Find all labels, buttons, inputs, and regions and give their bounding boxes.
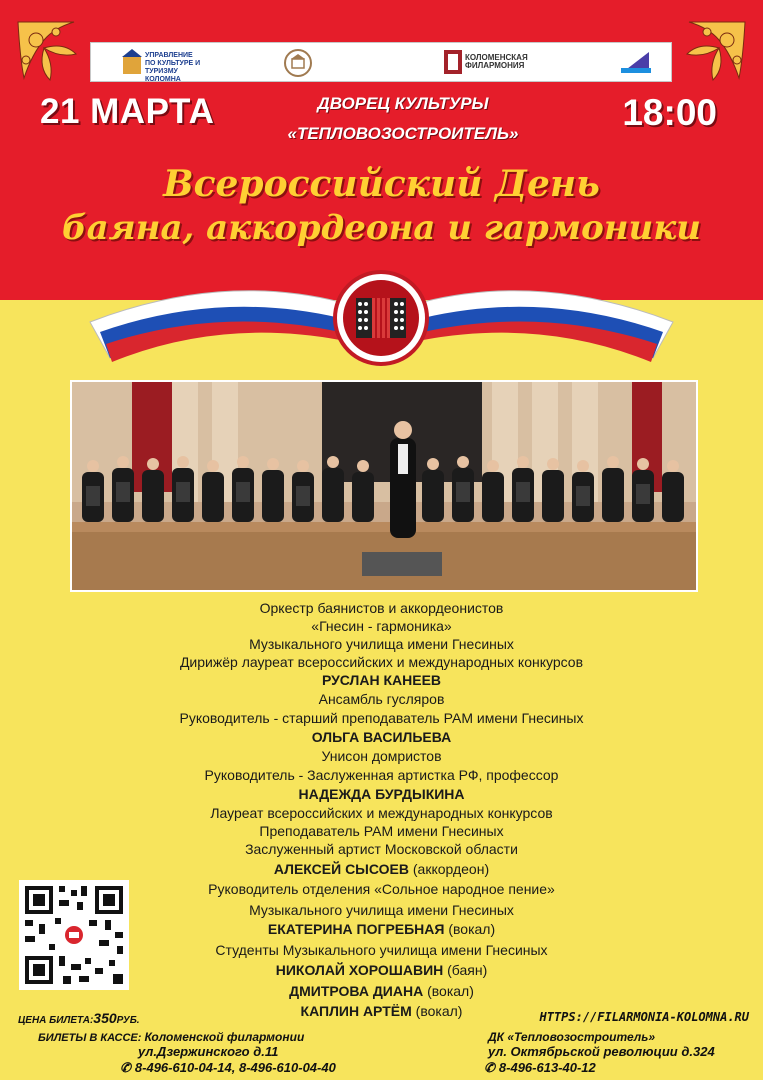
- program-line: Преподаватель РАМ имени Гнесиных: [259, 823, 504, 839]
- venue-line-1: ДВОРЕЦ КУЛЬТУРЫ: [317, 94, 489, 113]
- logo-bar: [90, 42, 672, 82]
- program-line: Музыкального училища имени Гнесиных: [249, 636, 514, 652]
- culture-logo-text: УПРАВЛЕНИЕ ПО КУЛЬТУРЕ И ТУРИЗМУ КОЛОМНА: [145, 52, 201, 83]
- phone-icon: ✆: [120, 1060, 131, 1075]
- program-line: Руководитель - старший преподаватель РАМ имени Гнесиных: [179, 710, 584, 726]
- dk-name: ДК «Тепловозостроитель»: [488, 1030, 656, 1044]
- ticket-price: ЦЕНА БИЛЕТА:350РУБ.: [18, 1010, 140, 1026]
- partner-icon: [619, 48, 655, 76]
- dk-address: ул. Октябрьской революции д.324: [488, 1044, 715, 1059]
- program-line: Руководитель отделения «Сольное народное пение»: [208, 881, 555, 897]
- culture-department-logo: [121, 48, 201, 83]
- emblem-logo: [283, 48, 313, 78]
- qr-code-icon[interactable]: [19, 880, 129, 990]
- dk-phone[interactable]: ✆ 8-496-613-40-12: [484, 1060, 596, 1075]
- performer-name: ДМИТРОВА ДИАНА (вокал): [289, 983, 474, 999]
- event-time: 18:00: [622, 92, 717, 133]
- performer-name: ЕКАТЕРИНА ПОГРЕБНАЯ (вокал): [267, 921, 496, 937]
- program-line: Музыкального училища имени Гнесиных: [249, 902, 514, 918]
- event-date: 21 МАРТА: [40, 92, 215, 131]
- program-line: Студенты Музыкального училища имени Гнесиных: [215, 942, 548, 958]
- emblem-icon: [283, 48, 313, 78]
- program-line: «Гнесин - гармоника»: [311, 618, 452, 634]
- performer-name: ОЛЬГА ВАСИЛЬЕВА: [311, 729, 452, 745]
- performer-name: АЛЕКСЕЙ СЫСОЕВ (аккордеон): [273, 861, 490, 877]
- website-link[interactable]: HTTPS://FILARMONIA-KOLOMNA.RU: [539, 1010, 749, 1024]
- accordion-icon: [335, 272, 427, 364]
- philharmonia-phones[interactable]: ✆ 8-496-610-04-14, 8-496-610-04-40: [120, 1060, 336, 1075]
- tricolor-ribbon: [0, 262, 763, 382]
- venue-line-2: «ТЕПЛОВОЗОСТРОИТЕЛЬ»: [287, 124, 519, 143]
- event-title-line-1: Всероссийский День: [163, 163, 600, 205]
- program-line: Заслуженный артист Московской области: [245, 841, 518, 857]
- program-line: Дирижёр лауреат всероссийских и международных конкурсов: [179, 654, 584, 670]
- performer-name: РУСЛАН КАНЕЕВ: [321, 672, 442, 688]
- philharmonia-logo-text: КОЛОМЕНСКАЯ ФИЛАРМОНИЯ: [465, 53, 528, 70]
- tickets-info: БИЛЕТЫ В КАССЕ: Коломенской филармонии: [38, 1030, 305, 1044]
- performer-name: НАДЕЖДА БУРДЫКИНА: [298, 786, 465, 802]
- program-line: Руководитель - Заслуженная артистка РФ, профессор: [204, 767, 559, 783]
- orchestra-photo-image: [72, 382, 696, 590]
- building-icon: [121, 48, 143, 76]
- program-line: Унисон домристов: [321, 748, 442, 764]
- program-line: Оркестр баянистов и аккордеонистов: [259, 600, 504, 616]
- event-title-line-2: баяна, аккордеона и гармоники: [62, 208, 701, 248]
- performer-name: НИКОЛАЙ ХОРОШАВИН (баян): [275, 962, 488, 978]
- philharmonia-icon: [443, 48, 463, 76]
- phone-icon: ✆: [484, 1060, 495, 1075]
- performer-name: КАПЛИН АРТЁМ (вокал): [300, 1003, 463, 1019]
- philharmonia-logo: [443, 48, 543, 78]
- partner-logo: [619, 48, 659, 78]
- orchestra-photo: [70, 380, 698, 592]
- philharmonia-address: ул.Дзержинского д.11: [138, 1044, 279, 1059]
- program-line: Ансамбль гусляров: [318, 691, 445, 707]
- program-line: Лауреат всероссийских и международных конкурсов: [210, 805, 553, 821]
